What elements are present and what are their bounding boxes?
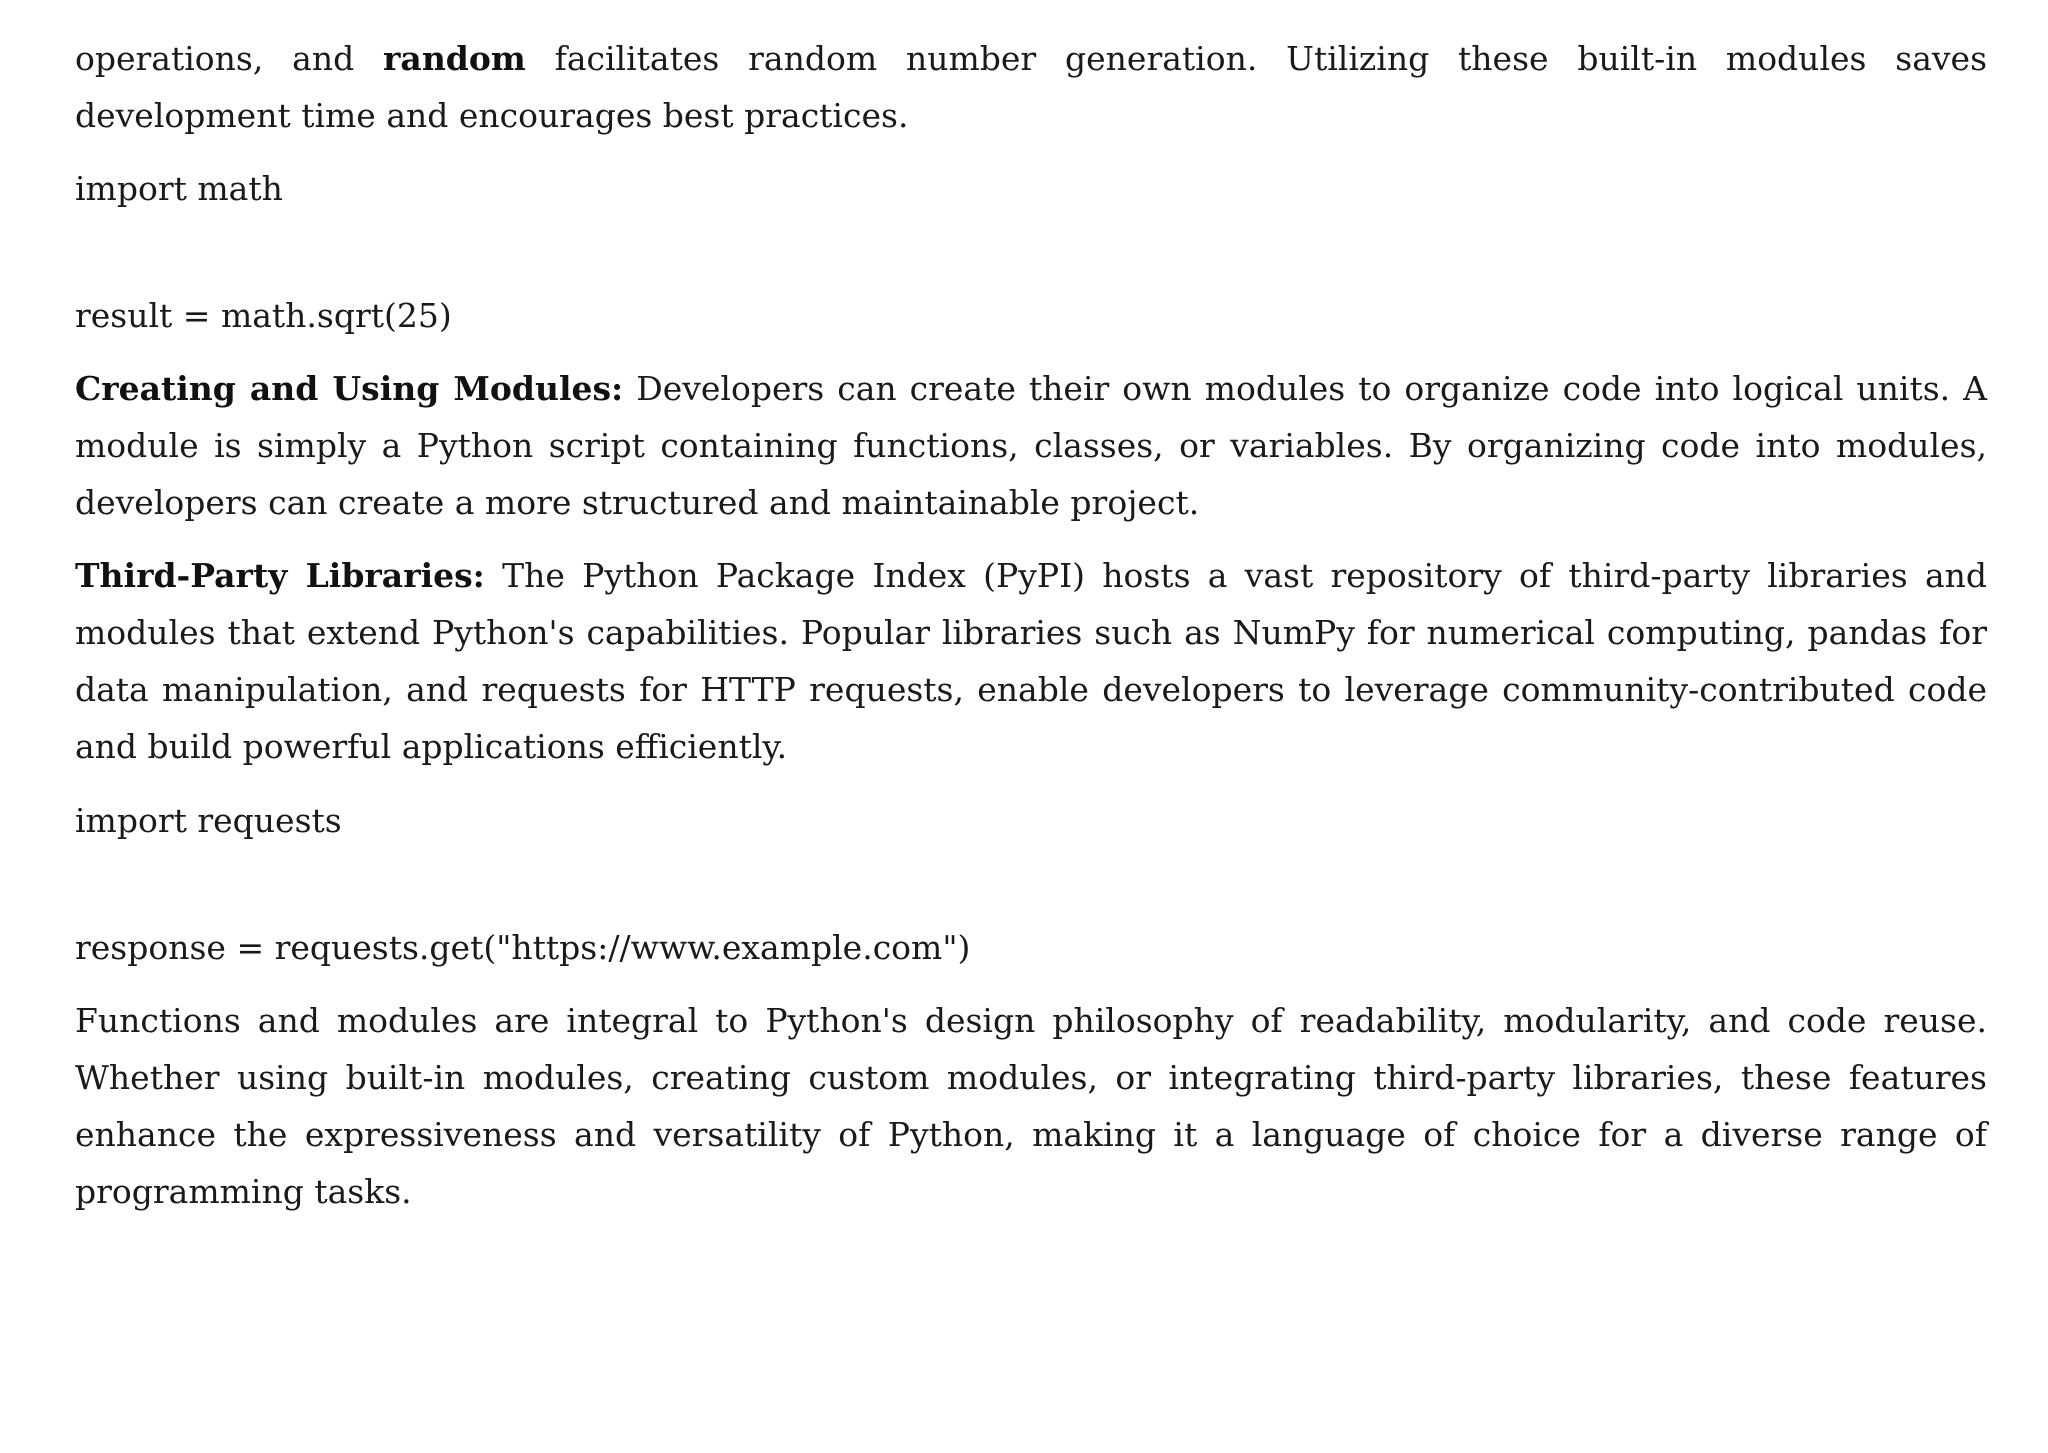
- modules-heading: Creating and Using Modules:: [75, 369, 624, 408]
- code-import-requests: import requests: [75, 801, 342, 840]
- modules-paragraph: [75, 360, 1987, 531]
- intro-text-end: facilitates random number generation. Utilizing these built-in modules saves development time and encourages best practices.: [75, 39, 1987, 135]
- modules-text: Developers can create their own modules to organize code into logical units. A module is simply a Python script containing functions, classes, or variables. By organizing code into modules, developers can create a more structured and maintainable project.: [75, 369, 1987, 522]
- intro-paragraph: [75, 30, 1987, 144]
- thirdparty-text: The Python Package Index (PyPI) hosts a vast repository of third-party libraries and modules that extend Python's capabilities. Popular libraries such as NumPy for numerical computing, pandas for data manipulation, and requests for HTTP requests, enable developers to leverage community-contributed code and build powerful applications efficiently.: [75, 556, 1987, 766]
- intro-text-start: operations, and: [75, 39, 384, 78]
- intro-bold-random: random: [383, 39, 526, 78]
- thirdparty-heading: Third-Party Libraries:: [75, 556, 485, 595]
- code-result-sqrt: result = math.sqrt(25): [75, 296, 452, 335]
- closing-paragraph: Functions and modules are integral to Python's design philosophy of readability, modularity, and code reuse. Whether using built-in modules, creating custom modules, or integrating third-party libraries, these features enhance the expressiveness and versatility of Python, making it a language of choice for a diverse range of programming tasks.: [75, 1001, 1987, 1211]
- thirdparty-paragraph: [75, 547, 1987, 775]
- code-response-get: response = requests.get("https://www.example.com"): [75, 928, 971, 967]
- code-import-math: import math: [75, 169, 283, 208]
